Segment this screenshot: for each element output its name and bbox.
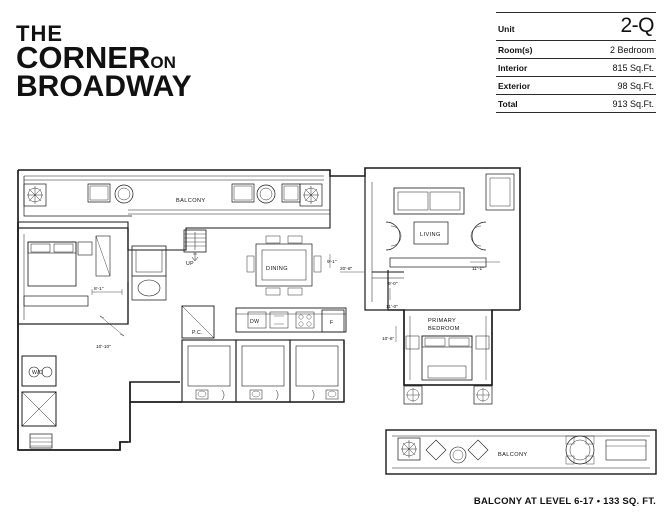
table-row bbox=[496, 41, 656, 59]
spec-value: 913 Sq.Ft. bbox=[612, 99, 654, 109]
dim-primary-width: 11'-0" bbox=[386, 305, 398, 310]
dim-primary-depth: 10'-6" bbox=[382, 337, 395, 342]
dim-dining-balcony-gap: 9'-1" bbox=[327, 260, 337, 265]
room-label-living: LIVING bbox=[420, 232, 441, 238]
dim-living-dining-run: 20'-8" bbox=[340, 267, 353, 272]
dim-primary-entry: 9'-0" bbox=[388, 282, 398, 287]
spec-key: Interior bbox=[498, 63, 528, 73]
logo-line-3: BROADWAY bbox=[16, 69, 192, 103]
dim-bedroom-width: 8'-1" bbox=[94, 287, 104, 292]
spec-key: Exterior bbox=[498, 81, 531, 91]
spec-key: Unit bbox=[498, 24, 515, 34]
floorplan-drawing bbox=[0, 150, 668, 480]
unit-spec-table bbox=[496, 12, 656, 113]
spec-value: 815 Sq.Ft. bbox=[612, 63, 654, 73]
appliance-label-dw: DW bbox=[250, 319, 260, 325]
room-label-balcony: BALCONY bbox=[176, 198, 206, 204]
logo-line-2-small: ON bbox=[150, 53, 176, 73]
appliance-label-wd: W/D bbox=[32, 370, 44, 376]
table-row bbox=[496, 95, 656, 113]
sheet-caption: BALCONY AT LEVEL 6-17 • 133 SQ. FT. bbox=[473, 496, 656, 507]
logo-line-2-main: CORNER bbox=[16, 40, 151, 76]
stair-label-up: UP bbox=[186, 261, 195, 267]
dim-bedroom-depth: 10'-10" bbox=[96, 345, 111, 350]
logo bbox=[16, 21, 192, 103]
logo-line-2 bbox=[16, 40, 192, 76]
table-row bbox=[496, 13, 656, 41]
table-row bbox=[496, 77, 656, 95]
room-label-balcony-lower: BALCONY bbox=[498, 452, 528, 458]
room-label-primary-2: BEDROOM bbox=[428, 326, 460, 332]
spec-value: 2-Q bbox=[620, 14, 654, 37]
room-label-dining: DINING bbox=[266, 266, 288, 272]
spec-value: 98 Sq.Ft. bbox=[617, 81, 654, 91]
spec-value: 2 Bedroom bbox=[609, 45, 654, 55]
logo-line-1: THE bbox=[16, 21, 63, 46]
spec-key: Room(s) bbox=[498, 45, 533, 55]
appliance-label-fridge: F bbox=[330, 320, 334, 326]
spec-key: Total bbox=[498, 99, 518, 109]
appliance-label-pantry: P.C. bbox=[192, 330, 204, 336]
table-row bbox=[496, 59, 656, 77]
dim-living-width: 11'-1" bbox=[472, 267, 484, 272]
room-label-primary-1: PRIMARY bbox=[428, 318, 457, 324]
